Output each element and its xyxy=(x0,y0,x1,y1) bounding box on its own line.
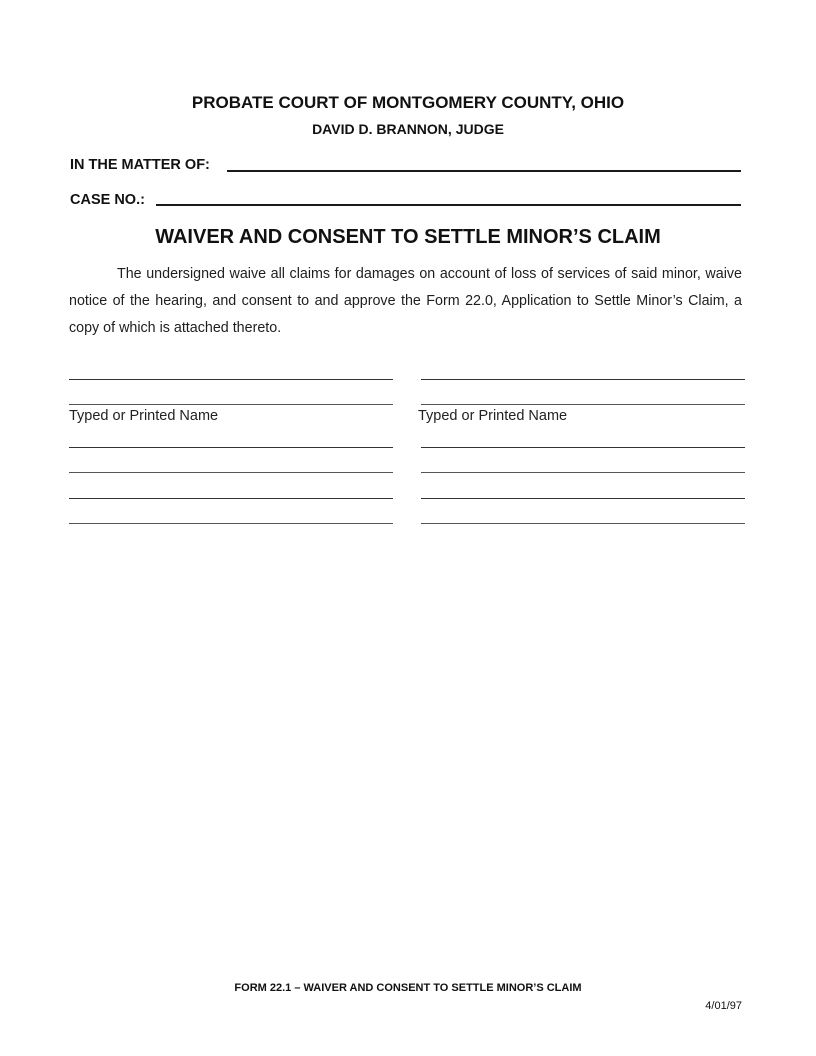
left-address-line-3[interactable] xyxy=(69,498,393,499)
document-title: WAIVER AND CONSENT TO SETTLE MINOR’S CLAIM xyxy=(155,226,661,248)
left-address-line-1[interactable] xyxy=(69,447,393,448)
case-number-underline xyxy=(156,204,741,206)
case-number-label: CASE NO.: xyxy=(70,192,145,208)
left-address-line-4[interactable] xyxy=(69,523,393,524)
left-printed-name-label: Typed or Printed Name xyxy=(69,408,219,424)
right-signature-line[interactable] xyxy=(421,379,745,380)
judge-name: DAVID D. BRANNON, JUDGE xyxy=(312,121,504,137)
case-number-field[interactable] xyxy=(160,186,738,204)
waiver-paragraph xyxy=(69,261,742,342)
right-address-line-3[interactable] xyxy=(421,498,745,499)
footer-revision-date: 4/01/97 xyxy=(705,1000,742,1012)
matter-label: IN THE MATTER OF: xyxy=(70,157,210,173)
right-address-line-2[interactable] xyxy=(421,472,745,473)
left-address-line-2[interactable] xyxy=(69,472,393,473)
court-name: PROBATE COURT OF MONTGOMERY COUNTY, OHIO xyxy=(191,93,625,112)
right-printed-name-label: Typed or Printed Name xyxy=(418,408,568,424)
left-printed-name-line[interactable] xyxy=(69,404,393,405)
matter-underline xyxy=(227,170,741,172)
right-address-line-4[interactable] xyxy=(421,523,745,524)
waiver-text: The undersigned waive all claims for damages on account of loss of services of said minor, waive notice of the hearing, and consent to and approve the Form 22.0, Application to Settle Minor’s Claim, a copy of which is attached thereto. xyxy=(69,266,742,336)
footer-form-title: FORM 22.1 – WAIVER AND CONSENT TO SETTLE MINOR’S CLAIM xyxy=(234,982,582,994)
right-printed-name-line[interactable] xyxy=(421,404,745,405)
right-address-line-1[interactable] xyxy=(421,447,745,448)
left-signature-line[interactable] xyxy=(69,379,393,380)
matter-field[interactable] xyxy=(230,151,738,169)
